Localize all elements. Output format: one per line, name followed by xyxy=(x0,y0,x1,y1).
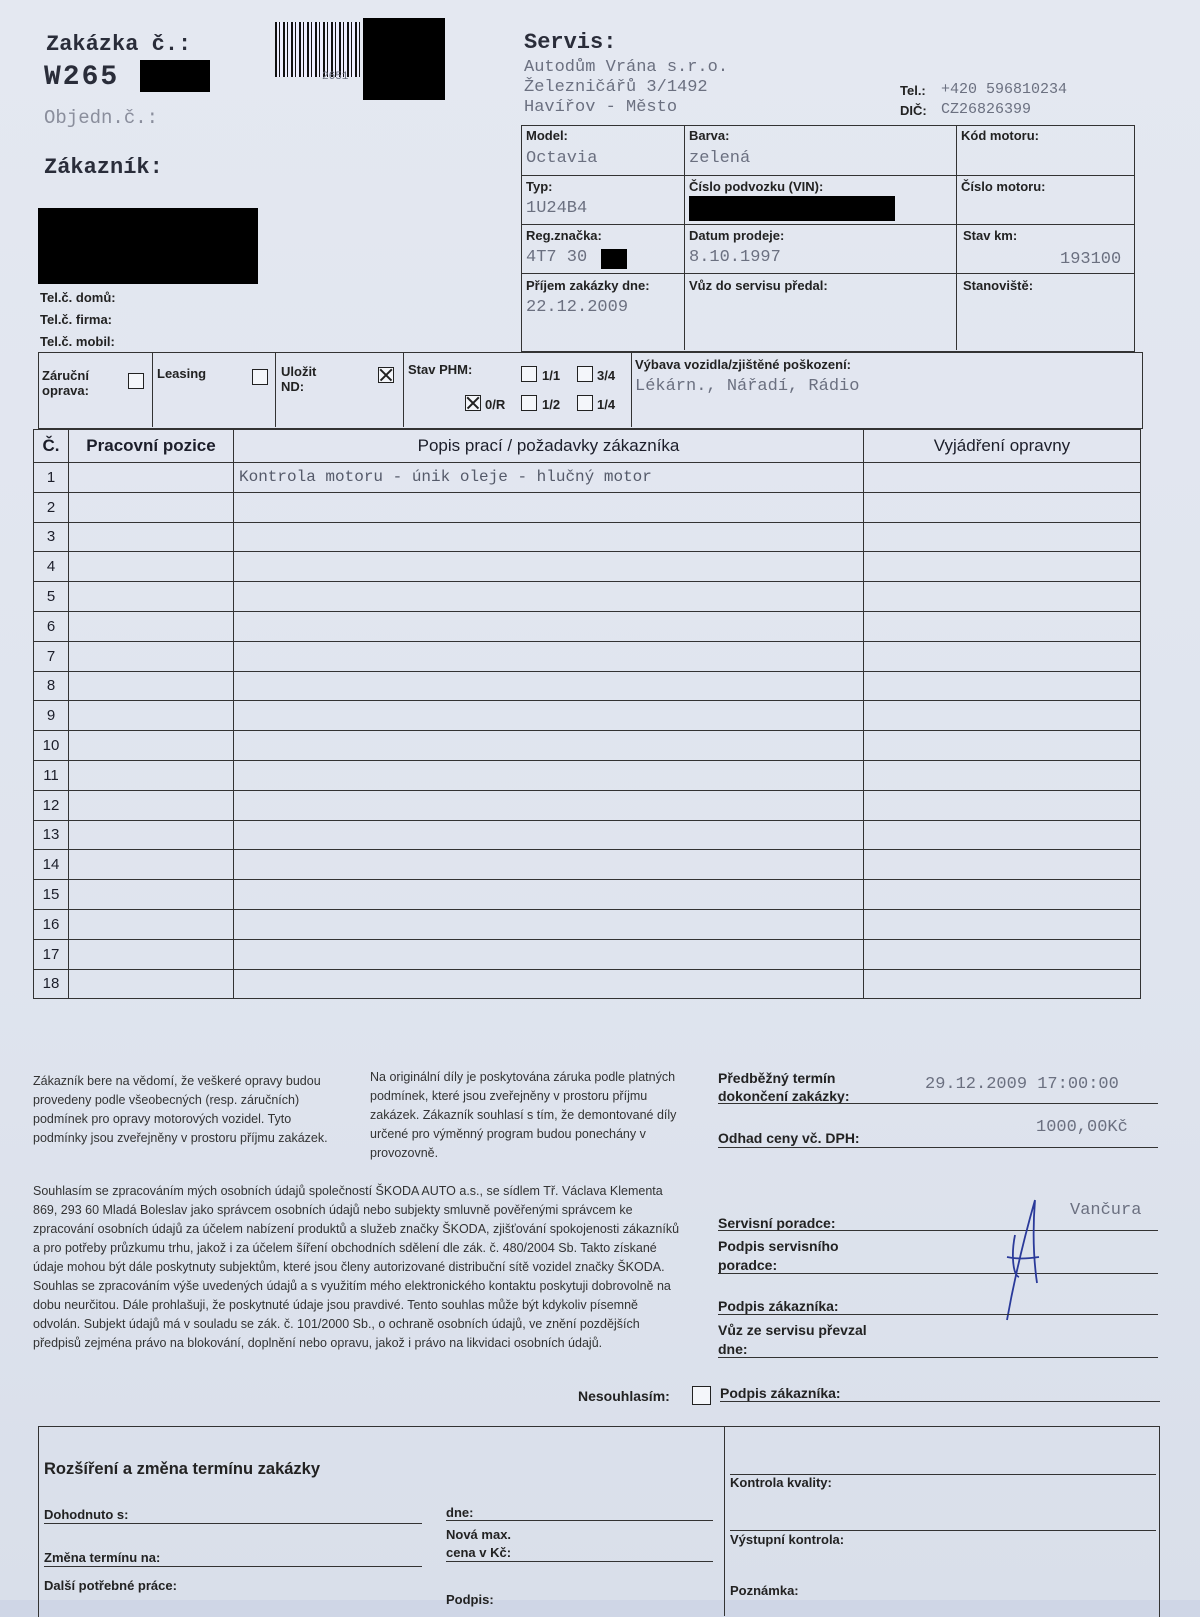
km-label: Stav km: xyxy=(963,228,1018,243)
extension-title: Rozšíření a změna termínu zakázky xyxy=(44,1460,321,1478)
signature-image xyxy=(995,1195,1055,1325)
row-number: 9 xyxy=(34,701,69,731)
table-row xyxy=(34,552,1141,582)
table-row xyxy=(34,909,1141,939)
fuel-1-1-checkbox[interactable] xyxy=(521,366,537,382)
term-label-1: Předběžný termín xyxy=(718,1070,836,1086)
received-value: 22.12.2009 xyxy=(526,298,629,317)
row-position-cell[interactable] xyxy=(69,731,234,761)
warranty-checkbox[interactable] xyxy=(128,373,144,389)
equipment-value: Lékárn., Nářadí, Rádio xyxy=(635,377,860,396)
extension-box xyxy=(38,1426,1160,1617)
warranty-label: Záruční oprava: xyxy=(42,368,89,398)
row-response-cell[interactable] xyxy=(864,463,1141,493)
row-description-cell[interactable] xyxy=(234,850,864,880)
underline xyxy=(718,1230,1158,1231)
row-position-cell[interactable] xyxy=(69,760,234,790)
row-response-cell[interactable] xyxy=(864,552,1141,582)
underline xyxy=(44,1566,422,1567)
work-table xyxy=(33,429,1141,999)
row-description-cell[interactable] xyxy=(234,611,864,641)
table-row xyxy=(34,492,1141,522)
row-number: 17 xyxy=(34,939,69,969)
row-position-cell[interactable] xyxy=(69,790,234,820)
divider xyxy=(521,175,1135,176)
divider xyxy=(521,224,1135,225)
fuel-1-1-label: 1/1 xyxy=(542,368,561,383)
table-row xyxy=(34,611,1141,641)
row-number: 11 xyxy=(34,760,69,790)
store-parts-label: Uložit ND: xyxy=(281,364,317,394)
row-position-cell[interactable] xyxy=(69,671,234,701)
signature-label: Podpis: xyxy=(446,1592,494,1607)
tel-label: Tel.: xyxy=(900,83,926,98)
leasing-checkbox[interactable] xyxy=(252,369,268,385)
table-row xyxy=(34,790,1141,820)
advisor-signature-label-1: Podpis servisního xyxy=(718,1238,839,1254)
reg-value: 4T7 30 xyxy=(526,248,588,267)
tel-value: +420 596810234 xyxy=(941,81,1068,98)
table-row xyxy=(34,701,1141,731)
redaction xyxy=(38,208,258,284)
advisor-value: Vančura xyxy=(1070,1201,1142,1220)
row-response-cell[interactable] xyxy=(864,641,1141,671)
row-response-cell[interactable] xyxy=(864,909,1141,939)
exit-check-label: Výstupní kontrola: xyxy=(730,1532,845,1547)
table-row xyxy=(34,731,1141,761)
service-name: Autodům Vrána s.r.o. xyxy=(524,58,729,77)
row-position-cell[interactable] xyxy=(69,969,234,999)
underline xyxy=(718,1273,1158,1274)
dic-value: CZ26826399 xyxy=(941,101,1032,118)
order-number: W265 xyxy=(44,62,120,93)
fuel-0r-label: 0/R xyxy=(485,397,506,412)
row-response-cell[interactable] xyxy=(864,522,1141,552)
advisor-signature-label-2: poradce: xyxy=(718,1257,778,1273)
row-response-cell[interactable] xyxy=(864,760,1141,790)
underline xyxy=(718,1147,1158,1148)
price-value: 1000,00Kč xyxy=(1036,1118,1128,1137)
col-number-header: Č. xyxy=(34,430,69,463)
terms-paragraph-2: Na originální díly je poskytována záruka podle platných podmínek, které jsou zveřejněny v prostoru příjmu zakázek. Zákazník souhlasí s tím, že demontované díly určené pro výměnný program budou ponechány v provozovně. xyxy=(370,1070,677,1160)
col-response-header: Vyjádření opravny xyxy=(864,430,1141,463)
row-description-cell[interactable] xyxy=(234,939,864,969)
row-response-cell[interactable] xyxy=(864,969,1141,999)
row-position-cell[interactable] xyxy=(69,552,234,582)
fuel-3-4-label: 3/4 xyxy=(597,368,616,383)
table-row xyxy=(34,969,1141,999)
customer-label: Zákazník: xyxy=(44,155,163,180)
color-value: zelená xyxy=(689,149,751,168)
engine-number-label: Číslo motoru: xyxy=(961,179,1046,194)
col-description-header: Popis prací / požadavky zákazníka xyxy=(234,430,864,463)
row-position-cell[interactable] xyxy=(69,463,234,493)
row-position-cell[interactable] xyxy=(69,492,234,522)
table-row xyxy=(34,880,1141,910)
po-label: Objedn.č.: xyxy=(44,107,159,129)
divider xyxy=(521,273,1135,274)
vehicle-box xyxy=(521,125,1135,352)
redaction xyxy=(140,60,210,92)
row-number: 3 xyxy=(34,522,69,552)
advisor-label: Servisní poradce: xyxy=(718,1215,836,1231)
divider xyxy=(724,1426,725,1616)
underline xyxy=(718,1314,1158,1315)
disagree-checkbox[interactable] xyxy=(692,1386,711,1405)
row-position-cell[interactable] xyxy=(69,582,234,612)
row-position-cell[interactable] xyxy=(69,522,234,552)
fuel-1-4-label: 1/4 xyxy=(597,397,616,412)
row-number: 5 xyxy=(34,582,69,612)
divider xyxy=(684,125,685,350)
row-response-cell[interactable] xyxy=(864,820,1141,850)
divider xyxy=(956,125,957,350)
underline xyxy=(446,1520,713,1521)
engine-code-label: Kód motoru: xyxy=(961,128,1039,143)
table-row xyxy=(34,760,1141,790)
handed-by-label: Vůz do servisu předal: xyxy=(689,278,828,293)
row-number: 15 xyxy=(34,880,69,910)
row-description-cell[interactable] xyxy=(234,671,864,701)
table-row xyxy=(34,582,1141,612)
row-position-cell[interactable] xyxy=(69,820,234,850)
disagree-label: Nesouhlasím: xyxy=(578,1388,670,1404)
row-response-cell[interactable] xyxy=(864,611,1141,641)
row-number: 16 xyxy=(34,909,69,939)
row-description-cell[interactable] xyxy=(234,790,864,820)
model-label: Model: xyxy=(526,128,568,143)
pickup-label-1: Vůz ze servisu převzal xyxy=(718,1322,867,1338)
pickup-label-2: dne: xyxy=(718,1341,748,1357)
fuel-3-4-checkbox[interactable] xyxy=(577,366,593,382)
price-label: Odhad ceny vč. DPH: xyxy=(718,1130,860,1146)
row-position-cell[interactable] xyxy=(69,641,234,671)
phone-mobile-label: Tel.č. mobil: xyxy=(40,334,115,349)
row-description-cell[interactable] xyxy=(234,820,864,850)
sale-date-label: Datum prodeje: xyxy=(689,228,785,243)
row-description-cell[interactable] xyxy=(234,969,864,999)
divider xyxy=(631,352,632,427)
row-number: 18 xyxy=(34,969,69,999)
row-number: 10 xyxy=(34,731,69,761)
table-row xyxy=(34,820,1141,850)
terms-paragraph-3: Souhlasím se zpracováním mých osobních údajů společností ŠKODA AUTO a.s., se sídlem Tř. Václava Klementa 869, 293 60 Mladá Boleslav jako správcem osobních údajů nebo subjekty smluvně pověřenými správcem ke zpracování osobních údajů za účelem nabízení produktů a služeb značky ŠKODA, zjišťování spokojenosti zákazníků a pro potřeby průzkumu trhu, jakož i za účelem šíření obchodních sdělení dle zák. č. 480/2004 Sb. Takto získané údaje mohou být dále poskytnuty subjektům, které jsou členy autorizované distribuční sítě vozidel značky ŠKODA. Souhlas se zpracováním výše uvedených údajů a s využitím mého elektronického kontaktu poskytuji dobrovolně na dobu neurčitou. Dále prohlašuji, že poskytnuté údaje jsou pravdivé. Tento souhlas může být kdykoliv písemně odvolán. Subjekt údajů má v souladu se zák. č. 101/2000 Sb., o ochraně osobních údajů, ve znění pozdějších předpisů zejména právo na blokování, doplnění nebo opravu, jakož i právo na likvidaci osobních údajů. xyxy=(33,1184,680,1350)
table-row xyxy=(34,641,1141,671)
row-description-cell[interactable] xyxy=(234,492,864,522)
received-label: Příjem zakázky dne: xyxy=(526,278,650,293)
row-response-cell[interactable] xyxy=(864,790,1141,820)
barcode-text: 2651 xyxy=(322,71,349,83)
table-row xyxy=(34,850,1141,880)
stand-label: Stanoviště: xyxy=(963,278,1034,293)
table-row xyxy=(34,463,1141,493)
new-max-label-1: Nová max. xyxy=(446,1527,512,1542)
underline xyxy=(720,1401,1160,1402)
row-position-cell[interactable] xyxy=(69,880,234,910)
row-description-cell[interactable] xyxy=(234,880,864,910)
row-description-cell[interactable] xyxy=(234,641,864,671)
row-description-cell[interactable] xyxy=(234,522,864,552)
row-description-cell[interactable] xyxy=(234,760,864,790)
fuel-1-2-label: 1/2 xyxy=(542,397,561,412)
row-response-cell[interactable] xyxy=(864,939,1141,969)
customer-signature-label: Podpis zákazníka: xyxy=(718,1298,839,1314)
order-label: Zakázka č.: xyxy=(46,32,192,57)
row-position-cell[interactable] xyxy=(69,611,234,641)
row-number: 4 xyxy=(34,552,69,582)
new-max-label-2: cena v Kč: xyxy=(446,1545,512,1560)
km-value: 193100 xyxy=(1060,250,1122,269)
equipment-label: Výbava vozidla/zjištěné poškození: xyxy=(635,357,852,372)
row-number: 7 xyxy=(34,641,69,671)
row-description-cell[interactable] xyxy=(234,582,864,612)
table-row xyxy=(34,522,1141,552)
sale-date-value: 8.10.1997 xyxy=(689,248,781,267)
row-number: 14 xyxy=(34,850,69,880)
leasing-label: Leasing xyxy=(157,366,207,381)
dic-label: DIČ: xyxy=(900,103,927,118)
customer-signature-label-2: Podpis zákazníka: xyxy=(720,1385,841,1401)
row-response-cell[interactable] xyxy=(864,492,1141,522)
service-city: Havířov - Město xyxy=(524,98,678,117)
fuel-1-4-checkbox[interactable] xyxy=(577,395,593,411)
term-change-label: Změna termínu na: xyxy=(44,1550,161,1565)
fuel-label: Stav PHM: xyxy=(408,362,473,377)
barcode xyxy=(275,22,360,77)
color-label: Barva: xyxy=(689,128,730,143)
row-position-cell[interactable] xyxy=(69,850,234,880)
table-row xyxy=(34,671,1141,701)
fuel-0r-checkbox[interactable] xyxy=(465,395,481,411)
row-description-cell[interactable]: Kontrola motoru - únik oleje - hlučný motor xyxy=(234,463,864,493)
divider xyxy=(403,352,404,427)
phone-home-label: Tel.č. domů: xyxy=(40,290,116,305)
row-description-cell[interactable] xyxy=(234,731,864,761)
col-position-header: Pracovní pozice xyxy=(69,430,234,463)
redaction xyxy=(363,18,445,100)
underline xyxy=(730,1474,1156,1475)
redaction xyxy=(601,249,627,269)
row-number: 8 xyxy=(34,671,69,701)
underline xyxy=(718,1357,1158,1358)
reg-label: Reg.značka: xyxy=(526,228,602,243)
underline xyxy=(446,1561,713,1562)
table-row xyxy=(34,939,1141,969)
row-response-cell[interactable] xyxy=(864,701,1141,731)
row-position-cell[interactable] xyxy=(69,939,234,969)
row-response-cell[interactable] xyxy=(864,731,1141,761)
row-response-cell[interactable] xyxy=(864,850,1141,880)
underline xyxy=(730,1530,1156,1531)
term-value: 29.12.2009 17:00:00 xyxy=(925,1075,1119,1094)
divider xyxy=(152,352,153,427)
row-response-cell[interactable] xyxy=(864,582,1141,612)
row-number: 6 xyxy=(34,611,69,641)
row-number: 1 xyxy=(34,463,69,493)
row-description-cell[interactable] xyxy=(234,909,864,939)
underline xyxy=(44,1523,422,1524)
model-value: Octavia xyxy=(526,149,598,168)
row-response-cell[interactable] xyxy=(864,880,1141,910)
store-parts-checkbox[interactable] xyxy=(378,367,394,383)
row-description-cell[interactable] xyxy=(234,701,864,731)
row-description-cell[interactable] xyxy=(234,552,864,582)
row-response-cell[interactable] xyxy=(864,671,1141,701)
row-number: 12 xyxy=(34,790,69,820)
terms-paragraph-1: Zákazník bere na vědomí, že veškeré opravy budou provedeny podle všeobecných (resp. záručních) podmínek pro opravy motorových vozidel. Tyto podmínky jsou zveřejněny v prostoru příjmu zakázek. xyxy=(33,1074,328,1145)
underline xyxy=(718,1103,1158,1104)
row-position-cell[interactable] xyxy=(69,701,234,731)
agreed-label: Dohodnuto s: xyxy=(44,1507,129,1522)
type-value: 1U24B4 xyxy=(526,199,588,218)
divider xyxy=(275,352,276,427)
row-number: 2 xyxy=(34,492,69,522)
row-number: 13 xyxy=(34,820,69,850)
type-label: Typ: xyxy=(526,179,553,194)
options-box xyxy=(38,352,1143,429)
service-label: Servis: xyxy=(524,30,617,55)
redaction xyxy=(689,196,895,221)
quality-check-label: Kontrola kvality: xyxy=(730,1475,832,1490)
note-label: Poznámka: xyxy=(730,1583,799,1598)
date-label: dne: xyxy=(446,1505,474,1520)
phone-work-label: Tel.č. firma: xyxy=(40,312,113,327)
row-position-cell[interactable] xyxy=(69,909,234,939)
term-label-2: dokončení zakázky: xyxy=(718,1088,850,1104)
further-work-label: Další potřebné práce: xyxy=(44,1578,177,1593)
service-street: Železničářů 3/1492 xyxy=(524,78,708,97)
fuel-1-2-checkbox[interactable] xyxy=(521,395,537,411)
vin-label: Číslo podvozku (VIN): xyxy=(689,179,824,194)
